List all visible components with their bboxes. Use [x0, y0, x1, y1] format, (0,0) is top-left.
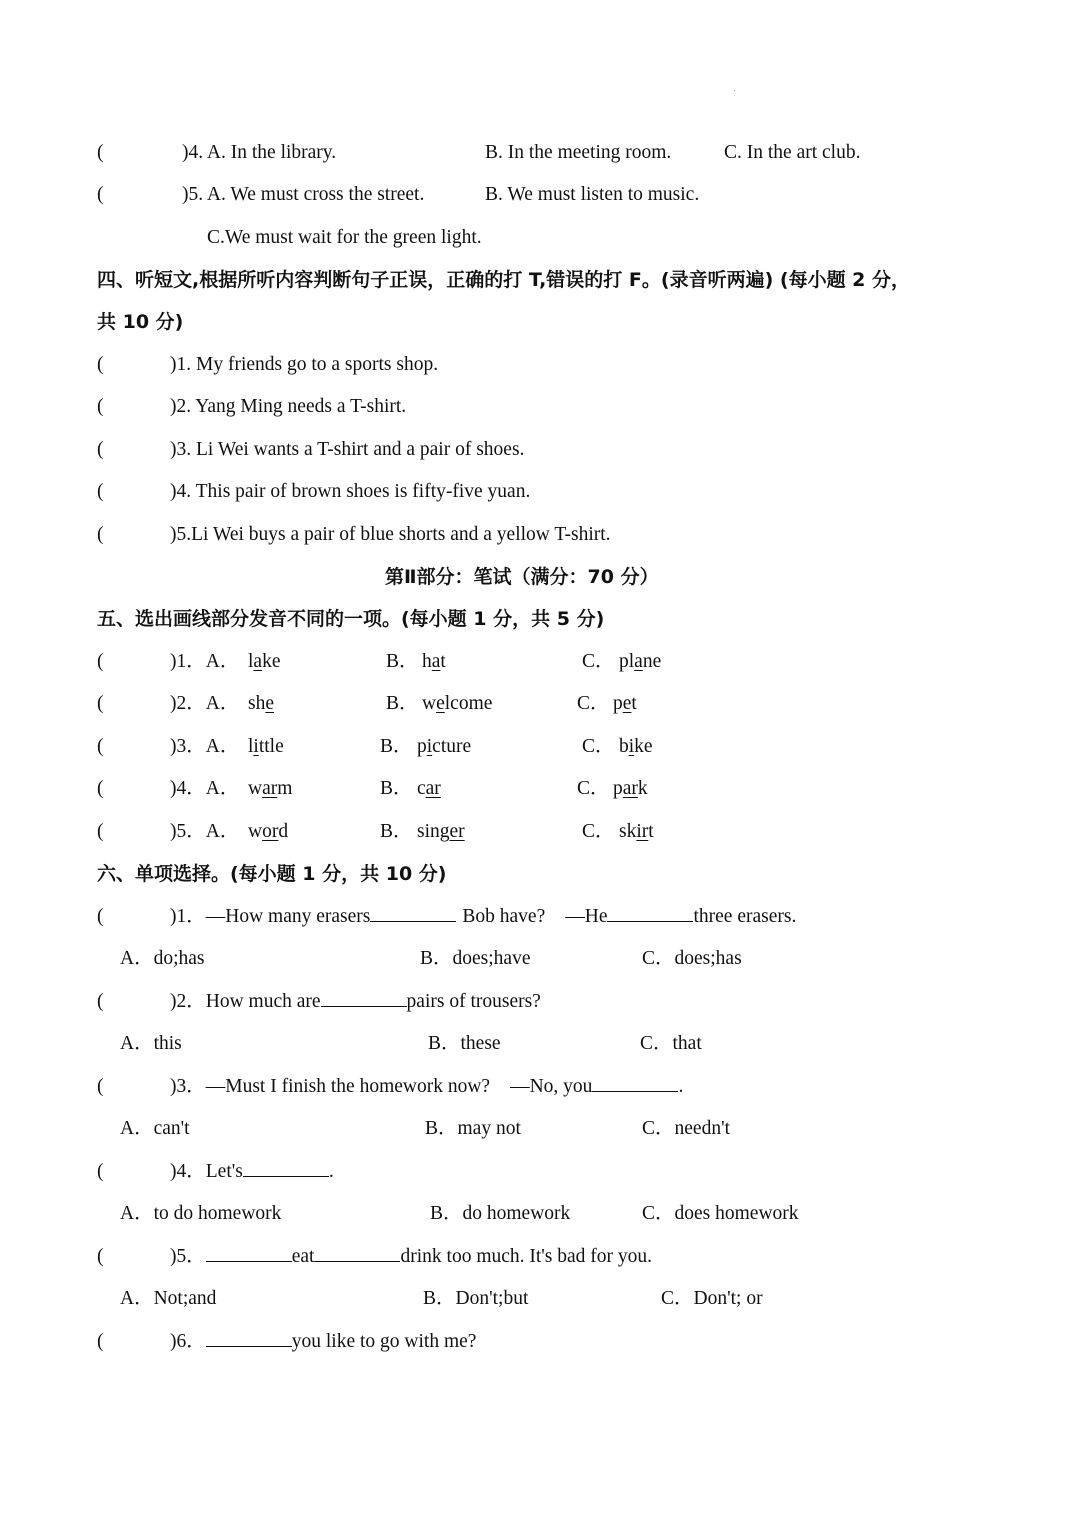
paren: (: [97, 1246, 104, 1267]
answer-blank: [206, 1245, 292, 1262]
q4-option-b: B. In the meeting room.: [485, 142, 672, 163]
mc-q4-stem: )4．Let's .: [170, 1161, 334, 1182]
tf-item-4: )4. This pair of brown shoes is fifty-five yuan.: [170, 481, 531, 502]
answer-blank: [592, 1075, 678, 1092]
phonics-5-a: word: [248, 821, 289, 842]
mc-q4-b: B．do homework: [430, 1203, 571, 1224]
phonics-4-b-label: B．: [380, 778, 413, 799]
phonics-3-a: little: [248, 736, 284, 757]
paren: (: [97, 142, 104, 163]
mc-q4-c: C．does homework: [642, 1203, 799, 1224]
q4-option-c: C. In the art club.: [724, 142, 861, 163]
phonics-1-num: )1．A．: [170, 651, 240, 672]
tf-item-2: )2. Yang Ming needs a T-shirt.: [170, 396, 407, 417]
phonics-2-num: )2．A．: [170, 693, 240, 714]
part2-title: 第Ⅱ部分：笔试（满分：70 分）: [385, 566, 659, 588]
tf-item-1: )1. My friends go to a sports shop.: [170, 354, 439, 375]
mc-q2-b: B．these: [428, 1033, 501, 1054]
phonics-4-b: car: [417, 778, 441, 799]
mc-q1-a: A．do;has: [120, 948, 205, 969]
answer-blank: [314, 1245, 400, 1262]
phonics-1-a: lake: [248, 651, 281, 672]
section5-heading: 五、选出画线部分发音不同的一项。(每小题 1 分，共 5 分): [97, 608, 605, 630]
phonics-3-c-label: C．: [582, 736, 615, 757]
q4-option-a: )4. A. In the library.: [182, 142, 337, 163]
phonics-4-c: park: [613, 778, 648, 799]
paren: (: [97, 906, 104, 927]
paren: (: [97, 991, 104, 1012]
mc-q1-c: C．does;has: [642, 948, 742, 969]
tf-item-5: )5.Li Wei buys a pair of blue shorts and a yellow T-shirt.: [170, 524, 611, 545]
phonics-2-c-label: C．: [577, 693, 610, 714]
phonics-1-c: plane: [619, 651, 662, 672]
phonics-4-a: warm: [248, 778, 293, 799]
phonics-5-c-label: C．: [582, 821, 615, 842]
phonics-3-c: bike: [619, 736, 653, 757]
tf-item-3: )3. Li Wei wants a T-shirt and a pair of shoes.: [170, 439, 525, 460]
mc-q1-b: B．does;have: [420, 948, 531, 969]
phonics-4-c-label: C．: [577, 778, 610, 799]
section4-heading: 四、听短文,根据所听内容判断句子正误，正确的打 T,错误的打 F。(录音听两遍) (每小题 2 分，: [97, 269, 911, 291]
phonics-5-b-label: B．: [380, 821, 413, 842]
paren: (: [97, 651, 104, 672]
phonics-3-b: picture: [417, 736, 472, 757]
q5-option-a: )5. A. We must cross the street.: [182, 184, 425, 205]
mc-q3-a: A．can't: [120, 1118, 190, 1139]
paren: (: [97, 821, 104, 842]
phonics-1-b-label: B．: [386, 651, 419, 672]
answer-blank: [370, 905, 456, 922]
paren: (: [97, 693, 104, 714]
phonics-2-b-label: B．: [386, 693, 419, 714]
phonics-2-c: pet: [613, 693, 637, 714]
mc-q1-stem: )1．—How many erasers Bob have? —He three erasers.: [170, 906, 797, 927]
scan-speck: [734, 90, 735, 91]
phonics-2-a: she: [248, 693, 274, 714]
paren: (: [97, 1076, 104, 1097]
mc-q5-stem: )5． eat drink too much. It's bad for you.: [170, 1246, 653, 1267]
q5-option-b: B. We must listen to music.: [485, 184, 700, 205]
paren: (: [97, 354, 104, 375]
section4-heading-cont: 共 10 分): [97, 311, 184, 333]
mc-q5-c: C．Don't; or: [661, 1288, 763, 1309]
paren: (: [97, 778, 104, 799]
mc-q2-c: C．that: [640, 1033, 702, 1054]
mc-q3-b: B．may not: [425, 1118, 521, 1139]
mc-q3-c: C．needn't: [642, 1118, 730, 1139]
paren: (: [97, 1161, 104, 1182]
phonics-5-num: )5．A．: [170, 821, 240, 842]
paren: (: [97, 396, 104, 417]
mc-q3-stem: )3．—Must I finish the homework now? —No, you .: [170, 1076, 684, 1097]
section6-heading: 六、单项选择。(每小题 1 分，共 10 分): [97, 863, 447, 885]
answer-blank: [321, 990, 407, 1007]
paren: (: [97, 481, 104, 502]
q5-option-c: C.We must wait for the green light.: [207, 227, 482, 248]
phonics-1-b: hat: [422, 651, 446, 672]
paren: (: [97, 736, 104, 757]
paren: (: [97, 439, 104, 460]
phonics-3-num: )3．A．: [170, 736, 240, 757]
answer-blank: [243, 1160, 329, 1177]
paren: (: [97, 524, 104, 545]
mc-q6-stem: )6． you like to go with me?: [170, 1331, 477, 1352]
answer-blank: [206, 1330, 292, 1347]
phonics-3-b-label: B．: [380, 736, 413, 757]
phonics-5-b: singer: [417, 821, 465, 842]
mc-q5-b: B．Don't;but: [423, 1288, 529, 1309]
mc-q4-a: A．to do homework: [120, 1203, 282, 1224]
mc-q5-a: A．Not;and: [120, 1288, 217, 1309]
phonics-1-c-label: C．: [582, 651, 615, 672]
phonics-4-num: )4．A．: [170, 778, 240, 799]
mc-q2-a: A．this: [120, 1033, 182, 1054]
phonics-2-b: welcome: [422, 693, 493, 714]
paren: (: [97, 184, 104, 205]
mc-q2-stem: )2．How much are pairs of trousers?: [170, 991, 541, 1012]
phonics-5-c: skirt: [619, 821, 654, 842]
answer-blank: [607, 905, 693, 922]
paren: (: [97, 1331, 104, 1352]
